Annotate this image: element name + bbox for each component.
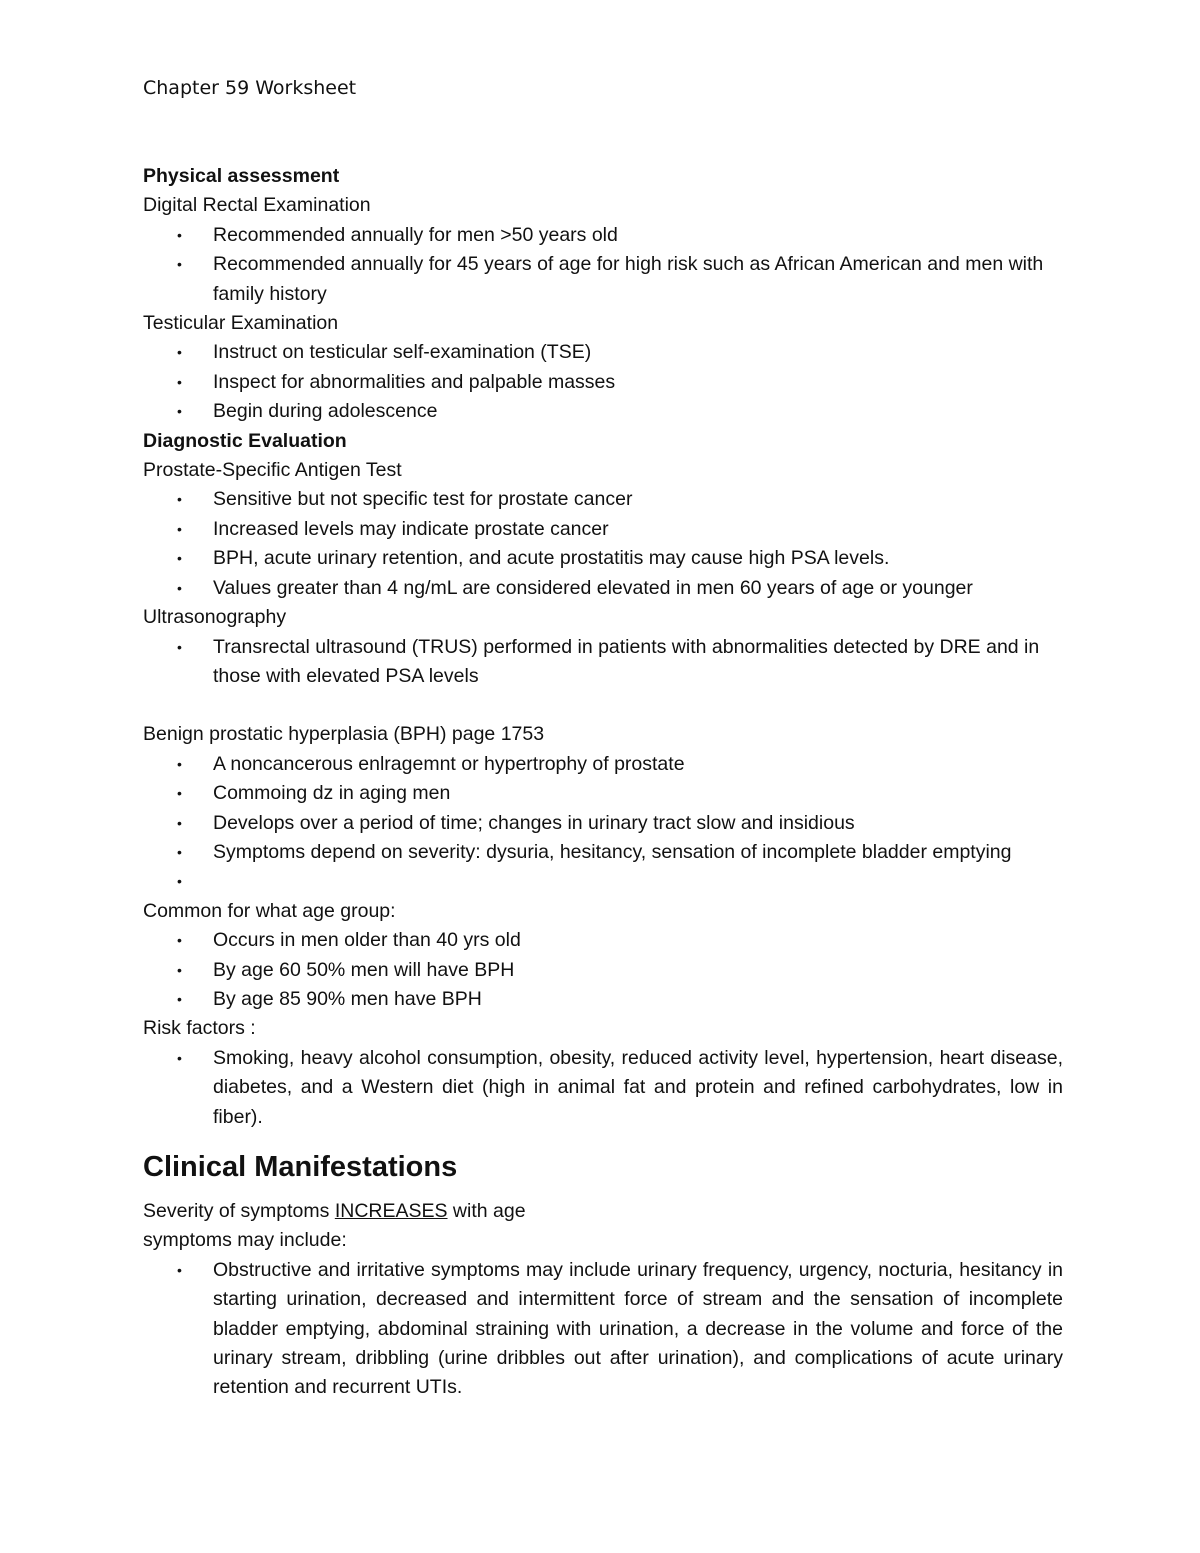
bullet-icon: • [177,638,182,655]
list-item: • Smoking, heavy alcohol consumption, obesity, reduced activity level, hypertension, heart disease, diabetes, and a Western diet (high in animal fat and protein and refined carbohydrates, low in fiber). [143,1044,1063,1132]
bullet-icon: • [177,785,182,802]
symptoms-label: symptoms may include: [143,1229,347,1252]
list-item: • Inspect for abnormalities and palpable masses [143,368,1063,397]
list-item: • Transrectal ultrasound (TRUS) performed in patients with abnormalities detected by DRE and in those with elevated PSA levels [143,633,1063,692]
bullet-icon: • [177,403,182,420]
list-item: • Instruct on testicular self-examination (TSE) [143,338,1063,367]
bullet-icon: • [177,1261,182,1278]
list-item: • Occurs in men older than 40 yrs old [143,926,1063,955]
list-item: • Recommended annually for men >50 years old [143,221,1063,250]
list-item: • Recommended annually for 45 years of age for high risk such as African American and men with family history [143,250,1063,309]
list-item: • Symptoms depend on severity: dysuria, hesitancy, sensation of incomplete bladder emptying [143,838,1063,867]
subheading-risk-factors: Risk factors : [143,1017,256,1040]
list-item: • Values greater than 4 ng/mL are considered elevated in men 60 years of age or younger [143,574,1063,603]
section-heading-diagnostic: Diagnostic Evaluation [143,429,347,452]
bullet-icon: • [177,932,182,949]
bullet-icon: • [177,873,182,890]
section-heading-physical-assessment: Physical assessment [143,165,340,187]
bph-list [143,750,1063,897]
list-item: • Commoing dz in aging men [143,779,1063,808]
list-item: • By age 85 90% men have BPH [143,985,1063,1014]
bullet-icon: • [177,961,182,978]
bullet-icon: • [177,843,182,860]
list-item: • A noncancerous enlragemnt or hypertrophy of prostate [143,750,1063,779]
subheading-dre: Digital Rectal Examination [143,194,371,217]
list-item: • Sensitive but not specific test for prostate cancer [143,485,1063,514]
list-item-empty [143,867,1063,896]
bullet-icon: • [177,990,182,1007]
bullet-icon: • [177,1049,182,1066]
document-page [143,74,1063,1403]
spacer [143,691,1063,720]
list-item: • Increased levels may indicate prostate cancer [143,515,1063,544]
bullet-icon: • [177,755,182,772]
subheading-psa: Prostate-Specific Antigen Test [143,459,402,482]
list-item: • Develops over a period of time; changes in urinary tract slow and insidious [143,809,1063,838]
bullet-icon: • [177,256,182,273]
severity-line: Severity of symptoms INCREASES with age [143,1199,526,1222]
bullet-icon: • [177,814,182,831]
subheading-bph: Benign prostatic hyperplasia (BPH) page 1753 [143,723,545,746]
bullet-icon: • [177,373,182,390]
document-title: Chapter 59 Worksheet [143,77,357,99]
subheading-age-group: Common for what age group: [143,899,396,922]
list-item: • Obstructive and irritative symptoms may include urinary frequency, urgency, nocturia, hesitancy in starting urination, decreased and intermittent force of stream and the sensation of incomplete bladder emptying, abdominal straining with urination, a decrease in the volume and force of the urinary stream, dribbling (urine dribbles out after urination), and complications of acute urinary retention and recurrent UTIs. [143,1256,1063,1403]
list-item: • By age 60 50% men will have BPH [143,956,1063,985]
risk-list [143,1044,1063,1132]
bullet-icon: • [177,344,182,361]
bullet-icon: • [177,579,182,596]
ultrasound-list [143,633,1063,692]
subheading-testicular: Testicular Examination [143,312,339,335]
list-item: • Begin during adolescence [143,397,1063,426]
list-item: • BPH, acute urinary retention, and acute prostatitis may cause high PSA levels. [143,544,1063,573]
section-heading-clinical-manifestations: Clinical Manifestations [143,1150,458,1183]
subheading-ultrasonography: Ultrasonography [143,606,287,629]
testicular-list [143,338,1063,426]
bullet-icon: • [177,520,182,537]
bullet-icon: • [177,226,182,243]
severity-emphasis: INCREASES [334,1199,448,1222]
dre-list [143,221,1063,309]
psa-list [143,485,1063,603]
bullet-icon: • [177,491,182,508]
age-group-list [143,926,1063,1014]
symptoms-list [143,1256,1063,1403]
bullet-icon: • [177,550,182,567]
